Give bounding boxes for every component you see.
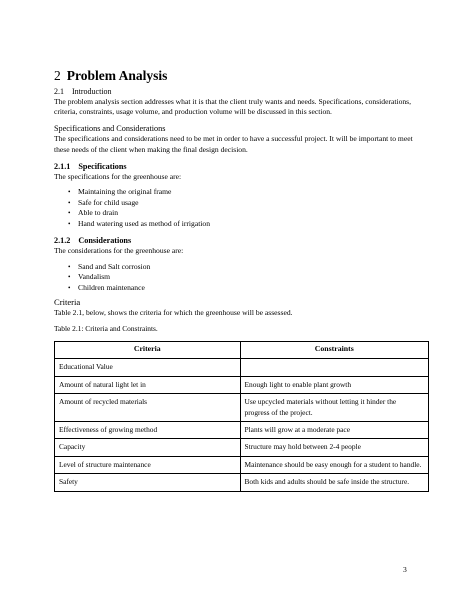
column-header-criteria: Criteria (55, 342, 241, 359)
table-caption: Table 2.1: Criteria and Constraints. (54, 323, 158, 333)
considerations-title: Considerations (78, 236, 132, 246)
table-header-row (55, 342, 429, 359)
intro-paragraph: The problem analysis section addresses what it is that the client truly wants and needs. Specifications, considerations, criteria, constraints, usage volume, and production volume will be discussed in this section. (54, 97, 412, 117)
specs-considerations-paragraph: The specifications and considerations need to be met in order to have a successful project. It will be important to meet these needs of the client when making the final design decision. (54, 134, 413, 154)
column-header-constraints: Constraints (240, 342, 429, 359)
specifications-list (68, 187, 428, 229)
table-cell (240, 359, 429, 376)
table-cell: Use upcycled materials without letting it hinder the progress of the project. (240, 394, 429, 422)
table-row (55, 456, 429, 473)
table-cell: Level of structure maintenance (55, 456, 241, 473)
criteria-table (54, 341, 429, 492)
specifications-title: Specifications (78, 161, 127, 171)
table-cell: Structure may hold between 2-4 people (240, 439, 429, 456)
table-cell: Effectiveness of growing method (55, 422, 241, 439)
table-cell: Amount of natural light let in (55, 376, 241, 393)
table-row (55, 439, 429, 456)
page-content (54, 68, 428, 334)
page-number: 3 (403, 565, 407, 574)
criteria-heading: Criteria (54, 297, 81, 308)
table-cell: Safety (55, 474, 241, 491)
specs-considerations-heading: Specifications and Considerations (54, 124, 166, 134)
table-cell: Both kids and adults should be safe inside the structure. (240, 474, 429, 491)
considerations-heading (54, 235, 428, 246)
specifications-intro: The specifications for the greenhouse are: (54, 171, 182, 181)
table-cell: Maintenance should be easy enough for a student to handle. (240, 456, 429, 473)
table-row (55, 474, 429, 491)
criteria-paragraph: Table 2.1, below, shows the criteria for which the greenhouse will be assessed. (54, 308, 293, 318)
specifications-number: 2.1.1 (54, 161, 71, 171)
list-item: • Maintaining the original frame (68, 187, 428, 198)
table-cell: Capacity (55, 439, 241, 456)
considerations-list (68, 262, 428, 294)
table-row (55, 376, 429, 393)
specifications-heading (54, 161, 428, 172)
considerations-intro: The considerations for the greenhouse are: (54, 246, 184, 256)
intro-title: Introduction (72, 87, 112, 96)
list-item: • Hand watering used as method of irrigation (68, 219, 428, 230)
intro-heading (54, 86, 428, 97)
table-cell: Plants will grow at a moderate pace (240, 422, 429, 439)
list-item: • Able to drain (68, 208, 428, 219)
table-row (55, 394, 429, 422)
list-item: • Children maintenance (68, 283, 428, 294)
table-row (55, 359, 429, 376)
list-item: • Safe for child usage (68, 198, 428, 209)
section-title: Problem Analysis (66, 68, 168, 83)
section-number: 2 (54, 68, 61, 83)
intro-number: 2.1 (54, 87, 64, 96)
section-heading (54, 68, 428, 84)
considerations-number: 2.1.2 (54, 236, 71, 246)
table-cell: Enough light to enable plant growth (240, 376, 429, 393)
table-cell: Educational Value (55, 359, 241, 376)
list-item: • Sand and Salt corrosion (68, 262, 428, 273)
table-row (55, 422, 429, 439)
list-item: • Vandalism (68, 272, 428, 283)
table-cell: Amount of recycled materials (55, 394, 241, 422)
